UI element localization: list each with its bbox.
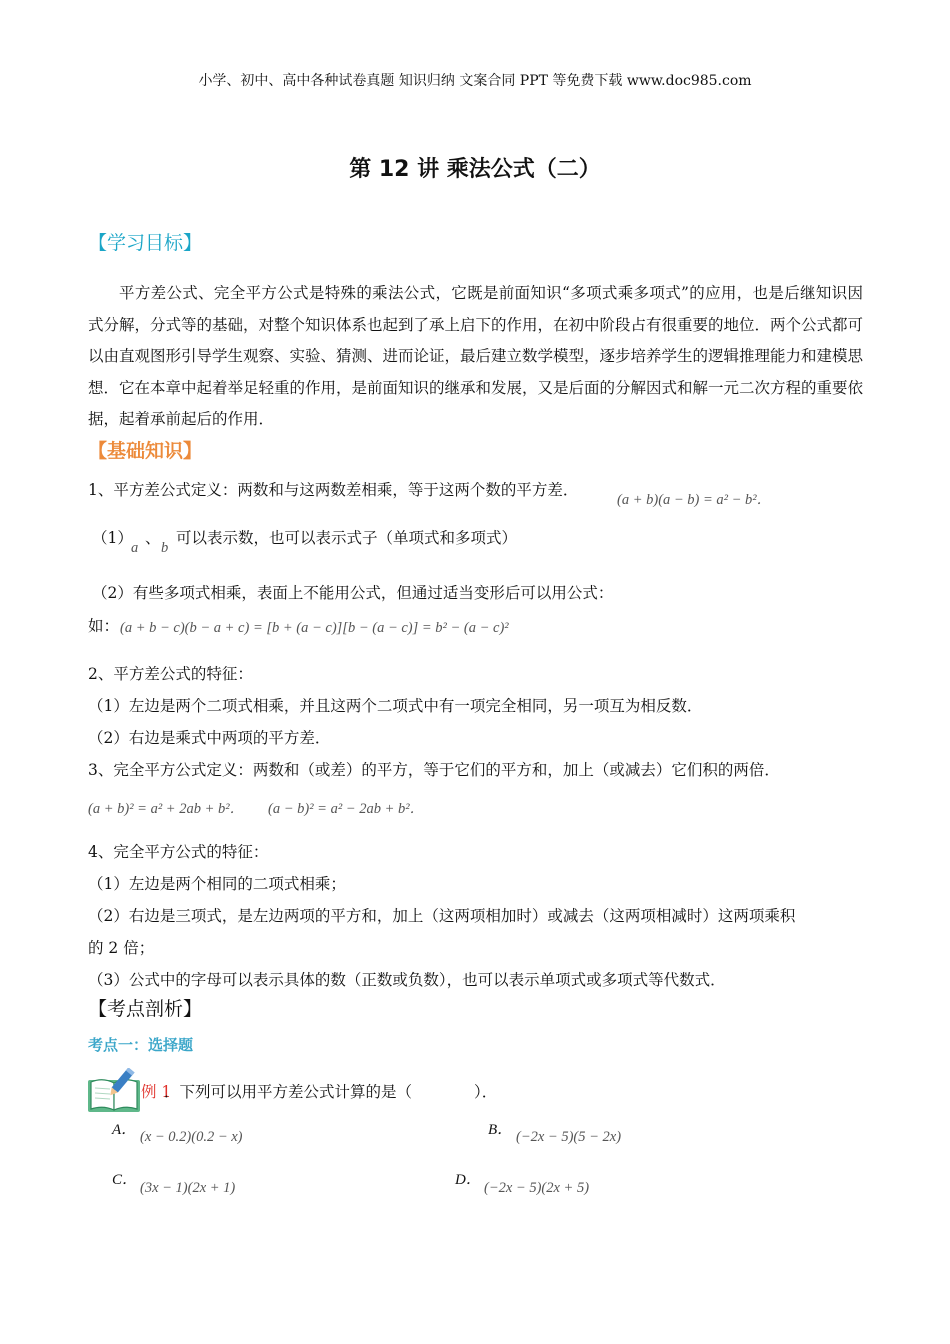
example-question: ．下列可以用平方差公式计算的是（ ）．: [164, 1083, 498, 1101]
option-d-expression: (−2x − 5)(2x + 5): [484, 1180, 590, 1196]
basics-line-6: （1）左边是两个二项式相乘，并且这两个二项式中有一项完全相同，另一项互为相反数．: [88, 697, 703, 715]
basics-line-1: 1、平方差公式定义：两数和与这两数差相乘，等于这两个数的平方差．: [88, 481, 579, 499]
basics-line-5: 2、平方差公式的特征：: [88, 665, 253, 683]
open-book-pencil-icon: [86, 1068, 142, 1114]
basics-line-8: 3、完全平方公式定义：两数和（或差）的平方，等于它们的平方和，加上（或减去）它们积的两倍．: [88, 761, 780, 779]
basics-line-2-sep: 、: [145, 529, 161, 547]
basics-line-12: 的 2 倍；: [88, 939, 155, 957]
option-d-letter: D．: [455, 1172, 481, 1188]
basics-line-7: （2）右边是乘式中两项的平方差．: [88, 729, 331, 747]
section-analysis: 【考点剖析】: [88, 998, 203, 1020]
topic-1-heading: 考点一：选择题: [88, 1036, 194, 1054]
option-a-expression: (x − 0.2)(0.2 − x): [140, 1129, 243, 1145]
option-a-letter: A．: [112, 1122, 137, 1138]
option-b-expression: (−2x − 5)(5 − 2x): [516, 1129, 622, 1145]
basics-line-11: （2）右边是三项式，是左边两项的平方和，加上（这两项相加时）或减去（这两项相减时）这两项乘积: [88, 907, 796, 925]
basics-line-2-text: 可以表示数，也可以表示式子（单项式和多项式）: [176, 529, 518, 547]
basics-line-3: （2）有些多项式相乘，表面上不能用公式，但通过适当变形后可以用公式：: [92, 584, 614, 602]
formula-square-sum: (a + b)² = a² + 2ab + b²．: [88, 801, 245, 817]
option-c-letter: C．: [112, 1172, 138, 1188]
page-title: 第 12 讲 乘法公式（二）: [349, 157, 601, 182]
example-label: 例 1: [141, 1083, 172, 1101]
formula-difference-of-squares: (a + b)(a − b) = a² − b²．: [617, 492, 772, 508]
basics-line-13: （3）公式中的字母可以表示具体的数（正数或负数），也可以表示单项式或多项式等代数式．: [88, 971, 726, 989]
basics-line-9: 4、完全平方公式的特征：: [88, 843, 269, 861]
option-c-expression: (3x − 1)(2x + 1): [140, 1180, 236, 1196]
variable-b: b: [161, 540, 169, 556]
basics-line-4-prefix: 如：: [88, 617, 120, 635]
formula-example-transform: (a + b − c)(b − a + c) = [b + (a − c)][b − (a − c)] = b² − (a − c)²: [120, 620, 509, 636]
variable-a: a: [131, 540, 139, 556]
section-basics: 【基础知识】: [88, 440, 203, 462]
formula-square-difference: (a − b)² = a² − 2ab + b²．: [268, 801, 425, 817]
objectives-paragraph: 平方差公式、完全平方公式是特殊的乘法公式，它既是前面知识“多项式乘多项式”的应用，也是后继知识因式分解，分式等的基础，对整个知识体系也起到了承上启下的作用，在初中阶段占有很重要的地位．两个公式都可以由直观图形引导学生观察、实验、猜测、进而论证，最后建立数学模型，逐步培养学生的逻辑推理能力和建模思想．它在本章中起着举足轻重的作用，是前面知识的继承和发展，又是后面的分解因式和解一元二次方程的重要依据，起着承前起后的作用．: [88, 284, 864, 428]
basics-line-2-prefix: （1）: [92, 529, 133, 547]
option-b-letter: B．: [488, 1122, 513, 1138]
page-header: 小学、初中、高中各种试卷真题 知识归纳 文案合同 PPT 等免费下载 www.doc985.com: [198, 73, 752, 89]
basics-line-10: （1）左边是两个相同的二项式相乘；: [88, 875, 346, 893]
section-objectives: 【学习目标】: [88, 232, 203, 254]
